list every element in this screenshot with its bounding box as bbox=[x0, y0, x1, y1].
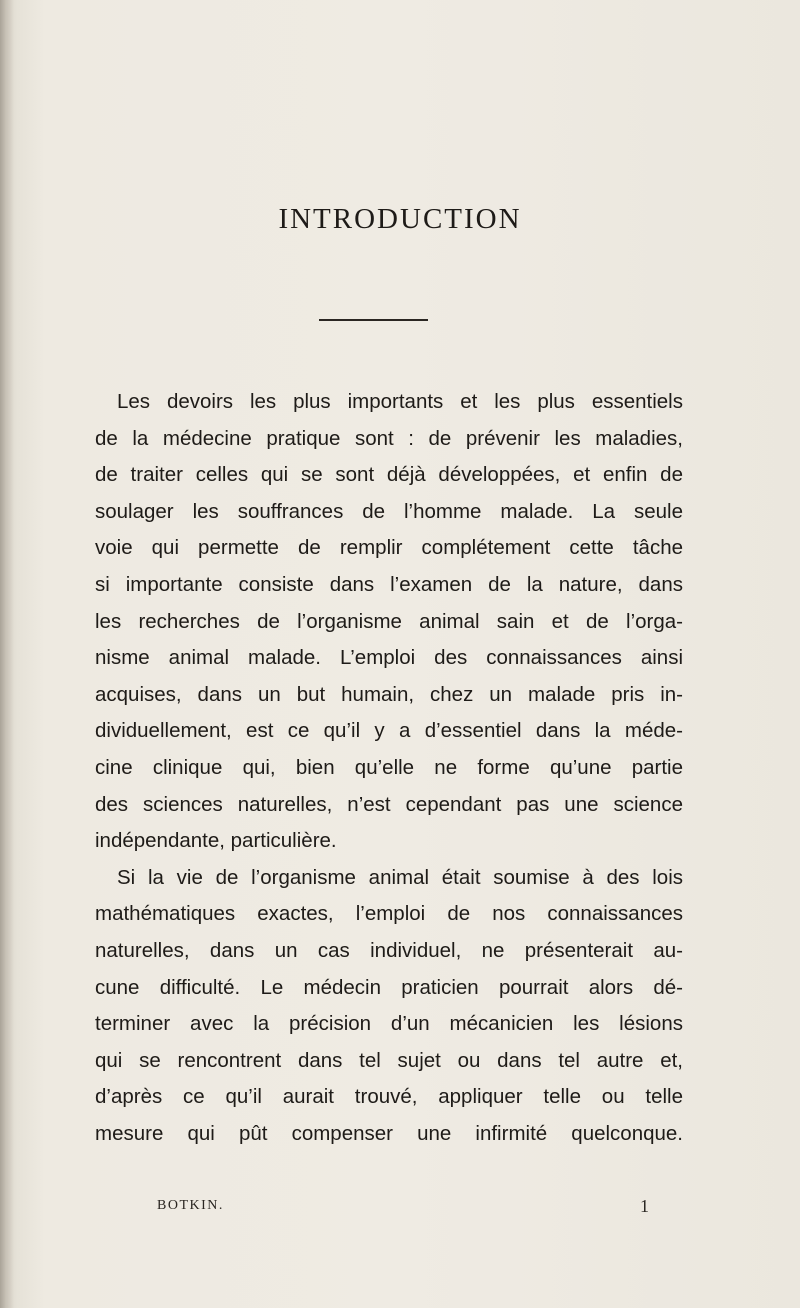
text-line: qui se rencontrent dans tel sujet ou dans tel autre et, bbox=[95, 1048, 683, 1072]
text-line: les recherches de l’organisme animal sain et de l’orga- bbox=[95, 609, 683, 633]
signature-mark: BOTKIN. bbox=[157, 1198, 224, 1213]
text-line: de traiter celles qui se sont déjà développées, et enfin de bbox=[95, 463, 683, 487]
text-line: naturelles, dans un cas individuel, ne présenterait au- bbox=[95, 938, 683, 962]
text-line: indépendante, particulière. bbox=[95, 829, 337, 853]
text-line: cune difficulté. Le médecin praticien pourrait alors dé- bbox=[95, 975, 683, 999]
text-line: des sciences naturelles, n’est cependant pas une science bbox=[95, 792, 683, 816]
text-line: soulager les souffrances de l’homme malade. La seule bbox=[95, 499, 683, 523]
page-footer bbox=[0, 1198, 800, 1222]
text-line: dividuellement, est ce qu’il y a d’essentiel dans la méde- bbox=[95, 719, 683, 743]
text-line: mathématiques exactes, l’emploi de nos connaissances bbox=[95, 902, 683, 926]
chapter-title: INTRODUCTION bbox=[278, 203, 522, 235]
binding-shadow bbox=[0, 0, 14, 1308]
text-line: voie qui permette de remplir complétement cette tâche bbox=[95, 536, 683, 560]
page-number: 1 bbox=[640, 1196, 649, 1216]
text-line: si importante consiste dans l’examen de la nature, dans bbox=[95, 572, 683, 596]
text-line: mesure qui pût compenser une infirmité quelconque. bbox=[95, 1121, 683, 1145]
text-line: Les devoirs les plus importants et les plus essentiels bbox=[117, 390, 683, 413]
body-text bbox=[95, 384, 683, 1152]
text-line: terminer avec la précision d’un mécanicien les lésions bbox=[95, 1012, 683, 1036]
text-line: cine clinique qui, bien qu’elle ne forme qu’une partie bbox=[95, 755, 683, 779]
title-rule bbox=[319, 319, 428, 321]
text-line: acquises, dans un but humain, chez un malade pris in- bbox=[95, 682, 683, 706]
text-line: de la médecine pratique sont : de prévenir les maladies, bbox=[95, 426, 683, 450]
text-line: nisme animal malade. L’emploi des connaissances ainsi bbox=[95, 646, 683, 670]
text-line: Si la vie de l’organisme animal était soumise à des lois bbox=[117, 865, 683, 889]
text-line: d’après ce qu’il aurait trouvé, appliquer telle ou telle bbox=[95, 1085, 683, 1109]
